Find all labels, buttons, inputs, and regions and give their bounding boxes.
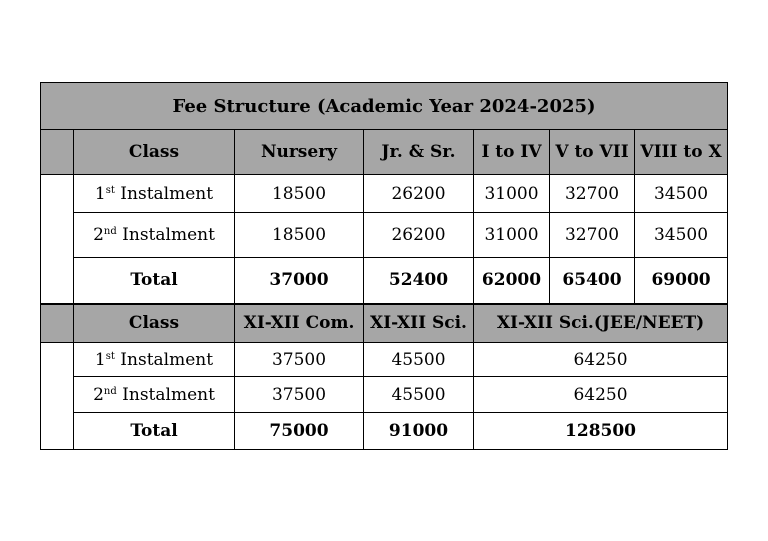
table-cell: 34500 [635,213,728,258]
total-cell: 128500 [474,413,728,450]
table-cell: 64250 [474,343,728,377]
table-row [41,175,728,213]
total-cell: 91000 [364,413,474,450]
header-blank-cell [41,130,74,175]
total-cell: 69000 [635,258,728,304]
header-i-to-iv: I to IV [474,130,550,175]
row-label: 1st Instalment [74,175,235,213]
total-row [41,413,728,450]
table-cell: 32700 [550,175,635,213]
table-cell: 31000 [474,175,550,213]
section1-header-row [41,130,728,175]
title-row [41,83,728,130]
header-jr-sr: Jr. & Sr. [364,130,474,175]
total-label: Total [74,258,235,304]
header-class: Class [74,304,235,343]
fee-structure-table [40,82,728,450]
header-xi-xii-com: XI-XII Com. [235,304,364,343]
total-cell: 65400 [550,258,635,304]
row-label: 2nd Instalment [74,377,235,413]
table-title: Fee Structure (Academic Year 2024-2025) [41,83,728,130]
table-row [41,343,728,377]
table-cell: 45500 [364,377,474,413]
table-cell: 45500 [364,343,474,377]
table-cell: 26200 [364,213,474,258]
header-xi-xii-sci-jee-neet: XI-XII Sci.(JEE/NEET) [474,304,728,343]
total-cell: 52400 [364,258,474,304]
total-row [41,258,728,304]
total-cell: 62000 [474,258,550,304]
blank-side-cell [41,175,74,304]
section2-header-row [41,304,728,343]
table-cell: 18500 [235,213,364,258]
table-cell: 64250 [474,377,728,413]
row-label: 2nd Instalment [74,213,235,258]
total-label: Total [74,413,235,450]
table-cell: 18500 [235,175,364,213]
header-nursery: Nursery [235,130,364,175]
row-label: 1st Instalment [74,343,235,377]
header-viii-to-x: VIII to X [635,130,728,175]
table-cell: 32700 [550,213,635,258]
header-v-to-vii: V to VII [550,130,635,175]
blank-side-cell [41,343,74,450]
header-blank-cell [41,304,74,343]
table-row [41,377,728,413]
total-cell: 75000 [235,413,364,450]
header-class: Class [74,130,235,175]
table-cell: 37500 [235,343,364,377]
total-cell: 37000 [235,258,364,304]
table-row [41,213,728,258]
table-cell: 26200 [364,175,474,213]
table-cell: 31000 [474,213,550,258]
table-cell: 34500 [635,175,728,213]
header-xi-xii-sci: XI-XII Sci. [364,304,474,343]
table-cell: 37500 [235,377,364,413]
